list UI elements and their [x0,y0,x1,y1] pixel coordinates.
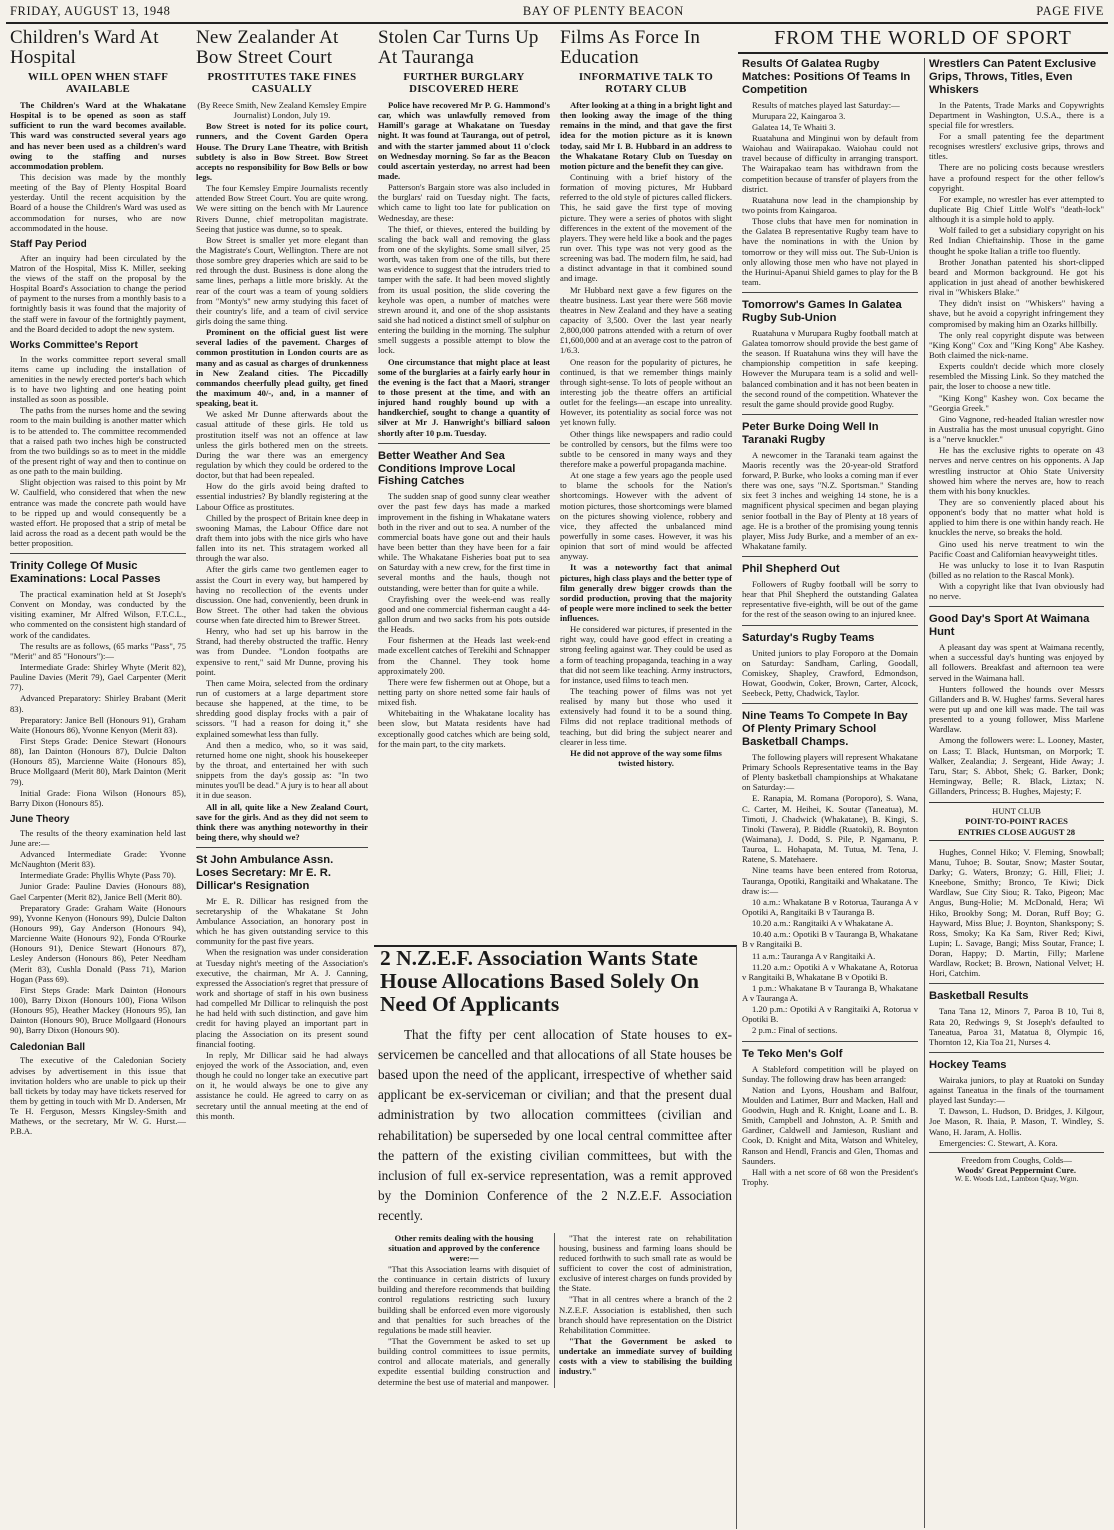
paragraph: Four fishermen at the Heads last week-end made excellent catches of Terekihi and Schnapper from the Channel. They took home approximately 200. [378,635,550,676]
point-races-notice [929,802,1104,840]
paragraph: Mr E. R. Dillicar has resigned from the secretaryship of the Whakatane St John Ambulance Association, an honorary post in which he has given outstanding service to this community for the past five years. [196,895,368,947]
divider [742,703,918,704]
column-5 [738,58,922,1528]
shepherd-headline: Phil Shepherd Out [742,563,840,576]
paragraph: Preparatory: Janice Bell (Honours 91), Graham Waite (Honours 86), Yvonne Kenyon (Merit 83). [10,714,186,735]
paragraph: 10 a.m.: Whakatane B v Rotorua, Tauranga A v Opotiki A, Rangitaiki B v Tauranga B. [742,896,918,917]
paragraph: One reason for the popularity of pictures, he continued, is that we remember things mainly through sight-sense. To lots of people without an interesting job the theatre offers an artificial outlet for the feelings—an escape into unreality. However, its potentiality as social force was not yet known fully. [560,356,732,428]
divider [742,625,918,626]
paragraph: At one stage a few years ago the people used to blame the schools for the Nation's shortcomings. However with the advent of motion pictures, those shortcomings were blamed on the pictures showing violence, robbery and vice, they affected the unbalanced mind powerfully in some cases. However, it was his opinion that sort of mind would be affected anyway. [560,470,732,562]
hunt-headline: Good Day's Sport At Waimana Hunt [929,613,1090,639]
paragraph: Intermediate Grade: Phyllis Whyte (Pass 70). [20,870,176,881]
paragraph: Ruatahuna and Minginui won by default from Waiohau and Waiirapakao. Waiohau could not travel because of difficulty in arranging transport. The Wairapakao team has withdrawn from the competition because of transfer of players from the district. [742,133,918,194]
paragraph: Wairaka juniors, to play at Ruatoki on Sunday against Taneatua in the finals of the tournament played last Sunday:— [929,1074,1104,1106]
divider [929,1052,1104,1053]
nzef-subcol-2 [555,1233,736,1388]
paragraph: Patterson's Bargain store was also included in the burglars' raid on Tuesday night. The facts, which came to light too late for publication on Wednesday, are these: [378,182,550,223]
tomorrow-headline: Tomorrow's Games In Galatea Rugby Sub-Union [742,299,902,325]
paragraph: Among the followers were: L. Looney, Master, on Lass; T. Black, Huntsman, on Morpork; T. Walker, Zealandia; J. Sergeant, Hide Away; J. Taru, Star; S. Abbot, Shek; G. Barker, Donk; Hemingway, Belle; R. Black, Liztax; N. Gillanders, Princess; B. Hughes, Majesty; F. [929,735,1104,797]
films-lead: After looking at a thing in a bright light and then looking away the image of the thing remains in the mind, and that gave the first idea for the motion picture as it is known today, said Mr I. B. Hubbard in an address to the Whakatane Rotary Club on Tuesday on motion picture and the benefit they can give. [560,100,732,171]
paragraph: Continuing with a brief history of the formation of moving pictures, Mr Hubbard referred to the old style of pictures called flickers. This, he said gave the first type of moving picture. They were a series of photos with slight differences in the extent of the movement of the players. They were held like a book and the pages run over. This type was not very good as the screening was bad. The modern film, he said, had a distinct advantage in that it combined sound and image. [560,172,732,284]
paragraph: E. Ranapia, M. Romana (Poroporo), S. Wana, C. Carter, M. Heihei, K. Soutar (Taneatua), M. Timoti, J. Chadwick (Whakatane), B. Kingi, S. Tinoki (Tawera), P. Biddle (Ruatoki), R. Boynton (Waimana), J. Dodd, S. Pile, P. Ngamanu, P. Tauroa, L. Hohapata, M. Tutua, M. Tena, J. Ratene, S. Matehaere. [742,793,918,865]
paragraph: 1.20 p.m.: Opotiki A v Rangitaiki A, Rotorua v Opotiki B. [742,1004,918,1025]
column-4 [556,26,736,940]
paragraph: The teaching power of films was not yet realised by many but those who used it extensively had found it to be a sound thing. Films did not replace traditional methods of teaching, but did bring the subject nearer and clearer in less time. [560,686,732,747]
paragraph: United juniors to play Foroporo at the Domain on Saturday: Sandham, Carling, Goodall, Comiskey, Shapley, Crawford, Edmondson, Howat, Goodwin, Coker, Brown, Carter, Alcock, Seebeck, Petty, Chadwick, Taylor. [742,647,918,699]
paragraph-bold: Other remits dealing with the housing situation and approved by the conference were:— [388,1232,540,1263]
paragraph: Crayfishing over the week-end was really good and one commercial fisherman caught a 44-gallon drum and two sacks from his pots outside the Heads. [378,593,550,635]
divider [742,556,918,557]
childrens-ward-subhead: WILL OPEN WHEN STAFF AVAILABLE [27,70,169,95]
paragraph: T. Dawson, L. Hudson, D. Bridges, J. Kilgour, Joe Mason, R. Ihaia, P. Mason, T. Windley, S. Wano, H. Jaram, A. Hollis. [929,1106,1104,1137]
paragraph: And then a medico, who, so it was said, returned home one night, shook his housekeeper by the throat, and entertained her with such snippets from the day's gossip as: "In two minutes you'll be dead." A jury is to hear all about it in due season. [196,739,368,801]
nine-teams-headline: Nine Teams To Compete In Bay Of Plenty Primary School Basketball Champs. [742,710,908,748]
masthead-title: BAY OF PLENTY BEACON [522,3,684,18]
paragraph: Hughes, Connel Hiko; V. Fleming, Snowball; Manu, Tuhoe; B. Soutar, Snow; Master Soutar, Darky; G. Waters, Bronzy; G. Hill, Fliei; J. Kneebone, Smithy; Bronco, Te Kiwi; Dick Wardlaw, Sue City Siou; R. Tako, Pigeon; Mac Angus, Bung-Holie; M. McDonald, Hera; Wi Hiko, Brookby Song; M. Doran, Ruff Boy; G. Hayward, Miss Blue; J. Boynton, Shankspony; S. Ross, Smoky; Ka Ka Sam, River Red; Kiwi, Lupin; L. Savage, Bangi; Miss Soutar, France; I. Doran, Happy; D. Martin, Filly; Marlene Wardlaw, Rocket; B. Brown, National Velvet; H. Hori, Catchim. [929,846,1104,979]
divider [742,292,918,293]
paragraph: Gino Vagnone, red-headed Italian wrestler now in Australia has the most unusual copyright. Gino is a "nerve knuckler." [929,413,1104,445]
paragraph: After the girls came two gentlemen eager to assist the Court in every way, but hampered by having no recollection of the events under discussion. One had, conveniently, been drunk in Bow Street. The other had taken the obvious course when fate directed him to Brewer Street. [196,564,368,626]
divider [929,983,1104,984]
notice-line: HUNT CLUB [992,806,1041,817]
paragraph: This decision was made by the monthly meeting of the Bay of Plenty Hospital Board yesterday. Until the recent acquisition by the Board of a house the Children's Ward was used as accommodation for nurses, who are now accommodated in the house. [10,172,186,233]
peppermint-cure-ad [929,1152,1104,1184]
divider [742,414,918,415]
paragraph: 10.20 a.m.: Rangitaiki A v Whakatane A. [752,918,894,929]
paragraph-bold: He did not approve of the way some films twisted history. [570,747,722,769]
saturday-headline: Saturday's Rugby Teams [742,631,875,644]
paragraph: Murupara 22, Kaingaroa 3. [752,110,846,121]
paragraph: Advanced Preparatory: Shirley Brabant (Merit 83). [10,693,186,714]
paragraph: Whitebaiting in the Whakatane locality has been slow, but Matata residents have had exceptionally good catches which are being sold, for the main part, to the city markets. [378,708,550,749]
paragraph: When the resignation was under consideration at Tuesday night's meeting of the Association's executive, the chairman, Mr A. J. Canning, expressed the Association's regret that pressure of work and shortage of staff in his own business had compelled Mr Dillicar to relinquish the post he had held with such distinction, and gave him credit for having played an important part in placing the Association on its present sound financial footing. [196,947,368,1049]
paragraph: He has the exclusive rights to operate on 43 nerves and nerve centres on his opponents. A Jap wrestling instructor at Ohio State University showed him where the nerves are, how to reach them with his bony knuckles. [929,445,1104,496]
nzef-article [374,945,737,1529]
paragraph: The results are as follows, (65 marks "Pass", 75 "Merit" and 85 "Honours"):— [10,640,186,661]
paragraph: The thief, or thieves, entered the building by scaling the back wall and removing the glass from one of the skylights. Some small silver, 25 worth, was taken from one of the tills, but there was evidence to suggest that the intruders tried to tamper with the safe. It had been moved slightly from its usual position, the slide covering the keyhole was open, a number of matches were strewn around it, and one of the shop assistants said she had noticed a distinct smell of sulphur on entering the building in the morning. The sulphur smell suggests a possible attempt to blow the lock. [378,223,550,356]
ambulance-headline: St John Ambulance Assn. Loses Secretary: Mr E. R. Dillicar's Resignation [196,854,334,892]
sport-banner-wrap [738,26,1108,58]
stolen-car-headline: Stolen Car Turns Up At Tauranga [378,27,539,68]
weather-headline: Better Weather And Sea Conditions Improve Local Fishing Catches [378,449,516,488]
ad-line: W. E. Woods Ltd., Lambton Quay, Wgtn. [954,1174,1079,1184]
paragraph: Results of matches played last Saturday:— [752,99,900,110]
column-6-inner [924,58,1108,1528]
divider [196,847,368,848]
paragraph: He was unlucky to lose it to Ivan Rasputin (billed as no relation to the Rascal Monk). [929,559,1104,580]
trinity-headline: Trinity College Of Music Examinations: Local Passes [10,560,161,586]
nzef-intro-text: That the fifty per cent allocation of State houses to ex-servicemen be cancelled and that allocations of all State houses be based upon the need of the applicant, irrespective of whether said applicant be ex-serviceman or civilian; and that the present dual administration by two allocation committees (civilian and rehabilitation) be superseded by one local central committee after the pattern of the existing civilian committees, but with the inclusion of full ex-service representation, was a remit approved by the Dominion Conference of the 2 N.Z.E.F. Association recently. [378,1026,732,1224]
paragraph: 11.20 a.m.: Opotiki A v Whakatane A, Rotorua v Rangitaiki B, Whakatane B v Opotiki B. [742,961,918,982]
paragraph: After an inquiry had been circulated by the Matron of the Hospital, Miss K. Miller, seeking the views of the staff on the proposal by the Hospital Board's Association to change the period of payment to the nurses from a monthly basis to a fortnightly basis it was found that the majority of the staff were in favour of the fortnightly payment, and the Board decided to adopt the new system. [10,252,186,334]
paragraph: Initial Grade: Fiona Wilson (Honours 85), Barry Dixon (Honours 85). [10,787,186,808]
paragraph-bold: "That the Government be asked to undertake an immediate survey of building costs with a view to stabilising the building industry." [559,1335,732,1377]
column-2 [192,26,372,1528]
hockey-headline: Hockey Teams [929,1058,1007,1071]
paragraph: The results of the theory examination held last June are:— [10,827,186,848]
paragraph: Emergencies: C. Stewart, A. Kora. [939,1137,1058,1148]
paragraph: A newcomer in the Taranaki team against the Maoris recently was the 20-year-old Stratford forward, P. Burke, who looks a coming man if ever there was one, says "N.Z. Sportsman." Standing six feet 3 inches and weighing 14 stone, he is a magnificent physical specimen and began playing senior football in the Bay of Plenty at 18 years of age. He is a brother of the promising young tennis player, Miss Judy Burke, and a member of an ex-Whakatane family. [742,449,918,552]
column-2-inner [192,26,372,1528]
column-6 [924,58,1108,1528]
masthead [6,0,1108,24]
golf-headline: Te Teko Men's Golf [742,1047,843,1060]
ad-line: Woods' Great Peppermint Cure. [956,1164,1077,1175]
paragraph: 2 p.m.: Final of sections. [752,1025,838,1036]
paragraph: First Steps Grade: Mark Dainton (Honours 100), Barry Dixon (Honours 100), Fiona Wilson (Honours 95), Heather Mackey (Honours 95), Ian Dainton (Honours 90), Bruce Mollgaard (Honours 90), Barry Dixon (Honours 90). [10,984,186,1036]
paragraph: 1 p.m.: Whakatane B v Tauranga B, Whakatane A v Tauranga A. [742,982,918,1004]
paragraph: "King Kong" Kashey won. Cox became the "Georgia Greek." [929,392,1104,413]
wrestlers-headline: Wrestlers Can Patent Exclusive Grips, Throws, Titles, Even Whiskers [929,58,1097,96]
paragraph: The sudden snap of good sunny clear weather over the past few days has made a marked improvement in the fishing in Whakatane waters both in the river and out to sea. A number of the commercial boats have gone out and their hauls have been better than they have been for a fair while. The Whakatane Fisheries boat put to sea on Saturday with a new crew, for the first time in several months and the hauls, though not outstanding, were better than for quite a while. [378,491,550,593]
nzef-intro [374,1025,736,1227]
paragraph: There were few fishermen out at Ohope, but a netting party on shore netted some fair hauls of mixed fish. [378,676,550,708]
notice-line: ENTRIES CLOSE AUGUST 28 [957,826,1076,837]
paragraph: Advanced Intermediate Grade: Yvonne McNaughton (Merit 83). [10,849,186,870]
paragraph: Hunters followed the hounds over Messrs Gillanders and B. W. Hughes' farms. Several hares were put up and one kill was made. The tail was presented to a young follower, Miss Marlene Wardlaw. [929,683,1104,735]
paragraph: The paths from the nurses home and the sewing room to the main building is another matter which is to be attended to. The committee recommended that a raised path two inches high be constructed from the two buildings so as to meet in the middle of the present right of way and then to continue on as one path to the main building. [10,405,186,477]
paragraph: Then came Moira, selected from the ordinary run of customers at a large department store because she happened, at the time, to be shredding good display frocks with a pair of scissors. "I had a reason for doing it," she explained somewhat less than fully. [196,677,368,739]
paragraph: For a small patenting fee the department recognises wrestlers' exclusive grips, throws and titles. [929,131,1104,162]
divider [929,606,1104,607]
masthead-page: PAGE FIVE [1036,3,1104,18]
paragraph: With a copyright like that Ivan obviously had no nerve. [929,581,1104,602]
column-1-inner [6,26,190,1528]
paragraph: The only real copyright dispute was between "King Kong" Cox and "King Kong" Abe Kashey. Both claimed the nick-name. [929,329,1104,360]
paragraph: "That the Government be asked to set up building control committees to issue permits, control and allocate materials, and generally expedite essential building construction and determine the best use of material and manpower. [378,1335,550,1387]
divider [742,1041,918,1042]
divider [10,553,186,554]
films-headline: Films As Force In Education [560,27,701,68]
basketball-results-headline: Basketball Results [929,990,1029,1003]
ad-line: Freedom from Coughs, Colds— [961,1154,1072,1165]
paragraph-bold: All in all, quite like a New Zealand Court, save for the girls. And as they did not seem to think there was anything noteworthy in their being there, why should we? [196,801,368,843]
paragraph-bold: Prominent on the official guest list were several ladies of the pavement. Charges of common prostitution in London courts are as many and as casual as charges of drunkenness in New Zealand cities. The Piccadilly commandos cheerfully plead guilty, get fined the maximum 40/-, and, in a manner of speaking, beat it. [196,327,368,409]
paragraph: A Stableford competition will be played on Sunday. The following draw has been arranged: [742,1063,918,1084]
paragraph: They didn't insist on "Whiskers" having a shave, but he avoid a copyright infringement they compromised by making him an Ozarks hillbilly. [929,298,1104,329]
masthead-date: FRIDAY, AUGUST 13, 1948 [10,3,171,18]
bow-street-headline: New Zealander At Bow Street Court [196,27,339,68]
paragraph: They are so conveniently placed about his opponent's body that no matter what hold is applied to him there is one within handy reach. He knuckles the nerve, so breaks the hold. [929,496,1104,538]
paragraph: Nation and Lyons, Housham and Balfour, Moulden and Latimer, Burr and Macken, Hall and Goodwin, Hugh and R. Knight, Loane and L. B. Smith, Campbell and Johnston, A. P. Smith and Gardiner, Caldwell and Jamieson, Rusliant and Cook, D. Knight and Mita, Watson and Whiteley, Ranson and Hendl, Francis and Glen, Thomas and Saunders. [742,1084,918,1166]
stolen-car-lead: Police have recovered Mr P. G. Hammond's car, which was unlawfully removed from Hamill's garage at Whakatane on Tuesday night. It was found at Tauranga, out of petrol, and with the starter jammed about 11 o'clock on Wednesday morning. So far as the Beacon could ascertain yesterday, no arrest had been made. [378,100,550,182]
paragraph: The practical examination held at St Joseph's Convent on Monday, was conducted by the visiting examiner, Mr Alfred Wilson, F.T.C.L., who commented on the consistent high standard of work of the candidates. [10,589,186,640]
paragraph: He considered war pictures, if presented in the right way, could have good effect in creating a strong feeling against war. They could be used as a form of teaching propaganda, teaching in a way that did not seem like teaching. Army instructors, for instance, used films to teach men. [560,624,732,685]
paragraph: The following players will represent Whakatane Primary Schools Representative teams in the Bay of Plenty basketball championships at Whakatane on Saturday:— [742,751,918,793]
paragraph: We asked Mr Dunne afterwards about the casual attitude of these girls. He told us prostitution itself was not an offence at law unless the girls bothered men on the streets. During the war there was an emergency regulation by which they could be ordered to the doctor, but that had been repealed. [196,409,368,481]
paragraph: Slight objection was raised to this point by Mr W. Caulfield, who considered that when the new entrance was made the concrete path would have to be ripped up and would consequently be a wasted effort. He proposed that a strip of metal be laid across the road as a decent path would be the better proposition. [10,477,186,549]
paragraph: Experts couldn't decide which more closely resembled the Missing Link. So they matched the pair, the loser to choose a new title. [929,361,1104,392]
films-subhead: INFORMATIVE TALK TO ROTARY CLUB [578,70,714,95]
paragraph: Other things like newspapers and radio could be controlled by censors, but the films were too subtle to be censored in many ways and they therefore make a powerful propaganda machine. [560,428,732,469]
paragraph: The four Kemsley Empire Journalists recently attended Bow Street Court. You are quite wrong. We were sitting on the bench with Mr Laurence Rivers Dunne, chief metropolitan magistrate. Seeing that justice was dunne, so to speak. [196,183,368,234]
paragraph: 10.40 a.m.: Opotiki B v Tauranga B, Whakatane B v Rangitaiki B. [742,929,918,950]
paragraph: How do the girls avoid being drafted to essential industries? By blandly registering at the Labour Office as prostitutes. [196,481,368,512]
paragraph: 11 a.m.: Tauranga A v Rangitaiki A. [752,950,876,961]
childrens-ward-headline: Children's Ward At Hospital [10,27,159,68]
nzef-subcol-1 [374,1233,555,1388]
paragraph: Junior Grade: Pauline Davies (Honours 88), Gael Carpenter (Merit 82), Janice Bell (Merit 80). [10,881,186,902]
bow-street-lead: Bow Street is noted for its police court, runners, and the Covent Garden Opera House. The Drury Lane Theatre, with British subtlety is also in Bow Street. Bow Street accepts no responsibility for Bow Bells or bow legs. [196,121,368,183]
paragraph: First Steps Grade: Denice Stewart (Honours 88), Ian Dainton (Honours 87), Dulcie Dalton (Honours 85), Marcienne Waite (Honours 85), Bruce Mollgaard (Merit 80), Mark Dainton (Merit 79). [10,735,186,787]
caledonian-heading: Caledonian Ball [10,1041,86,1053]
paragraph: In reply, Mr Dillicar said he had always enjoyed the work of the Association, and, even though he could no longer take an executive part on it, he would always be one to give any assistance he could. He agreed to carry on as secretary until the annual meeting at the end of this month. [196,1049,368,1121]
paragraph: For example, no wrestler has ever attempted to duplicate Big Chief Little Wolf's "death-lock" although it is a simple hold to apply. [929,193,1104,225]
paragraph: Followers of Rugby football will be sorry to hear that Phil Shepherd the outstanding Galatea representative five-eighth, will be out of the game for the rest of the season owing to an injured knee. [742,579,918,620]
paragraph: Intermediate Grade: Shirley Whyte (Merit 82), Pauline Davies (Merit 79), Gael Carpenter (Merit 77). [10,661,186,693]
paragraph: Bow Street is smaller yet more elegant than the Magistrate's Court, Wellington. There are not those sombre grey draperies which are said to be red through the dust. Business is done along the same lines, perhaps a little more briskly. At the rear of the court was a team of young soldiers from "Monty's" new army studying this facet of their country's life, and a team of civil service girls doing the same thing. [196,234,368,326]
burke-headline: Peter Burke Doing Well In Taranaki Rugby [742,421,879,446]
paragraph: Mr Hubbard next gave a few figures on the theatre business. Last year there were 568 movie theatres in New Zealand and they have a seating capacity of 3,500. Over the last year nearly 2,800,000 patrons attended with a return of over £1,600,000 and at an average cost to the patron of 1/6.3. [560,284,732,356]
byline: (By Reece Smith, New Zealand Kemsley Empire Journalist) London, July 19. [197,100,367,121]
column-1 [6,26,190,1528]
paragraph: "That this Association learns with disquiet of the continuance in certain districts of luxury building and therefore recommends that building control regulations restricting such luxury building shall be enforced even more vigorously and that penalties for such breaches of the regulations be made still heavier. [378,1263,550,1335]
paragraph: Galatea 14, Te Whaiti 3. [752,121,836,132]
paragraph: Ruatahuna now lead in the championship by two points from Kaingaroa. [742,194,918,216]
paragraph: "That in all centres where a branch of the 2 N.Z.E.F. Association is established, then such branch should have representation on the District Rehabilitation Committee. [559,1294,732,1335]
paragraph: Henry, who had set up his barrow in the Strand, had thereby obstructed the traffic. Henry was from Dundee. "London footpaths are expensive to rent," said Mr Dunne, proving his point. [196,626,368,677]
paragraph: Wolf failed to get a subsidiary copyright on his Red Indian Chieftainship. Those in the game thought he spoke Italian a trifle too fluently. [929,225,1104,256]
sport-banner: FROM THE WORLD OF SPORT [738,26,1108,54]
staff-pay-heading: Staff Pay Period [10,238,87,250]
paragraph: "That the interest rate on rehabilitation housing, business and farming loans should be reduced forthwith to such small rate as would be sufficient to cover the cost of administration, exclusive of interest charges on funds provided by the State. [559,1232,732,1294]
paragraph: In the works committee report several small items came up including the installation of amenities in the newly erected porter's bach which is to have two lighting and one heating point installed as soon as possible. [10,353,186,405]
paragraph: In the Patents, Trade Marks and Copywrights Department in Washington, U.S.A., there is a special file for wrestlers. [929,99,1104,130]
divider [378,443,550,444]
paragraph: Those clubs that have men for nomination in the Galatea B representative Rugby team have to have the nominations in with the Union by tomorrow or they will miss out. The Sub-Union is only allowing those men who have not played in the Hurinui-Apanui Shield games to play for the B team. [742,216,918,288]
nzef-headline: 2 N.Z.E.F. Association Wants State House Allocations Based Solely On Need Of Applicants [380,946,699,1017]
column-3 [374,26,554,940]
notice-line: POINT-TO-POINT RACES [965,816,1068,827]
bow-street-subhead: PROSTITUTES TAKE FINES CASUALLY [207,70,357,95]
galatea-headline: Results Of Galatea Rugby Matches: Positions Of Teams In Competition [742,58,911,96]
childrens-ward-lead: The Children's Ward at the Whakatane Hospital is to be opened as soon as staff sufficient to run the ward becomes available. This ward was constructed several years ago and has never been used as a children's ward owing to the staffing and nurses accommodation problem. [10,100,186,171]
paragraph: The executive of the Caledonian Society advises by advertisement in this issue that invitation holders who are unable to pick up their ball tickets by today may have tickets reserved for them by getting in touch with Mr D. Andersen, Mr Te H. Ferguson, Messrs Kingsley-Smith and Mathews, or the secretary, Mr W. G. Hurst.—P.B.A. [10,1055,186,1137]
paragraph: Ruatahuna v Murupara Rugby football match at Galatea tomorrow should provide the best game of the season. If Ruatahuna wins they will have the championship competition in safe keeping. However the Murupara team is a solid and well-balanced combination and it has not been beaten in the second round of the competition. Whatever the result the game should provide good Rugby. [742,327,918,409]
paragraph: Gino used his nerve treatment to win the Pacific Coast and Californian heavyweight titles. [929,538,1104,559]
paragraph: There are no policing costs because wrestlers have a profound respect for the other fellow's copyright. [929,162,1104,193]
paragraph: Tana Tana 12, Minors 7, Paroa B 10, Tui 8, Rata 20, Redwings 9, St Joseph's defaulted to Taneatua, Paroa 31, Matatua 8, Olympic 16, Thornton 12, Kia Toa 21, Nurses 4. [929,1006,1104,1047]
paragraph: Chilled by the prospect of Britain knee deep in swooning Mamas, the Labour Office dare not draft them into jobs with the nice girls who have fallen into its net. This stratagem worked all through the war also. [196,512,368,564]
column-4-inner [556,26,736,940]
column-3-inner [374,26,554,940]
stolen-car-subhead: FURTHER BURGLARY DISCOVERED HERE [403,70,525,95]
paragraph: Brother Jonathan patented his short-clipped beard and Mormon background. He got his application in just ahead of another bewhiskered rival in "Whiskers Blake." [929,256,1104,298]
june-theory-heading: June Theory [10,813,70,825]
paragraph-bold: One circumstance that might place at least some of the burglaries at a fairly early hour in the evening is the fact that a Maori, stranger to those present at the time, and with an injured hand roughly bound up with a handkerchief, sought to change a quantity of silver at Mr J. Hanwright's billiard saloon shortly after 10 p.m. Tuesday. [378,356,550,438]
paragraph: Hall with a net score of 68 won the President's Trophy. [742,1166,918,1188]
paragraph-bold: It was a noteworthy fact that animal pictures, high class plays and the better type of film generally drew bigger crowds than the sordid production, proving that the majority of people were more inclined to seek the better influences. [560,562,732,624]
paragraph: A pleasant day was spent at Waimana recently, when a successful day's hunting was enjoyed by all followers. Breakfast and afternoon tea were served in the Waimana hall. [929,642,1104,683]
works-committee-heading: Works Committee's Report [10,339,138,351]
paragraph: Nine teams have been entered from Rotorua, Tauranga, Opotiki, Rangitaiki and Whakatane. The draw is:— [742,865,918,896]
nzef-subcolumns [374,1233,736,1388]
paragraph: Preparatory Grade: Graham Waite (Honours 99), Yvonne Kenyon (Honours 99), Dulcie Dalton (Honours 99), Gay Anderson (Honours 94), Marcienne Waite (Honours 92), Fonda O'Rourke (Honours 91), Denice Stewart (Honours 87), Lesley Anderson (Honours 86), Peter Needham (Merit 83), Cushla Donald (Pass 71), Marion Hogan (Pass 69). [10,902,186,984]
column-5-inner [738,58,922,1528]
